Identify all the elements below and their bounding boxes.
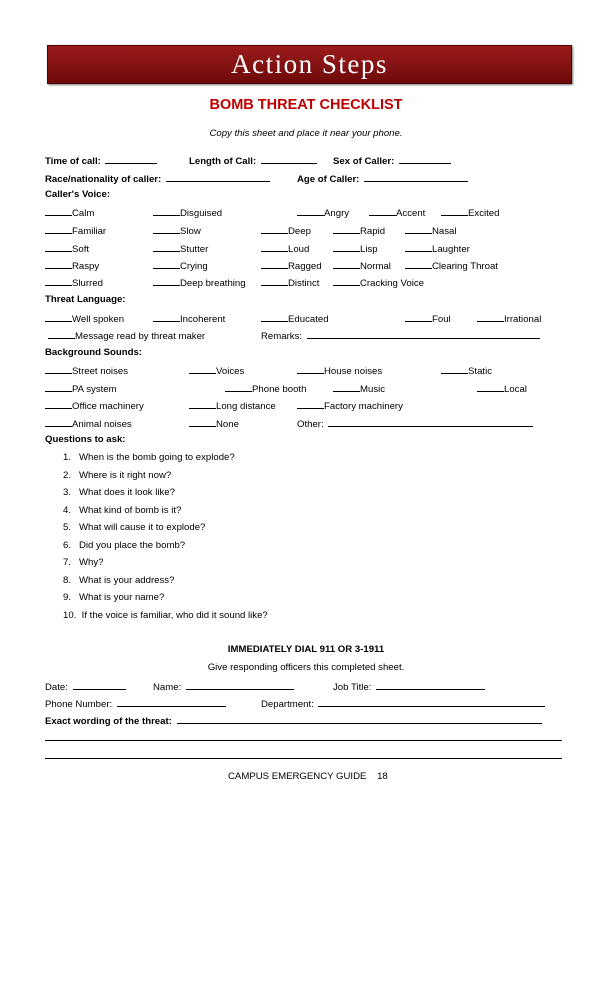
- threat-line-1[interactable]: [45, 740, 562, 741]
- department-label: Department:: [261, 699, 314, 710]
- option-label: Deep breathing: [180, 278, 246, 289]
- department-field[interactable]: [261, 697, 545, 710]
- age-label: Age of Caller:: [297, 174, 360, 185]
- sounds-option[interactable]: [45, 382, 117, 395]
- voice-option[interactable]: [45, 276, 103, 289]
- checkbox-blank[interactable]: [45, 312, 72, 322]
- give-instruction: Give responding officers this completed sheet.: [207, 662, 405, 673]
- option-label: Ragged: [288, 261, 322, 272]
- checkbox-blank[interactable]: [189, 399, 216, 409]
- option-label: Disguised: [180, 208, 223, 219]
- language-option[interactable]: [477, 312, 541, 325]
- phone-field[interactable]: [45, 697, 226, 710]
- option-label: Deep: [288, 226, 311, 237]
- sounds-option[interactable]: [189, 364, 244, 377]
- voice-option[interactable]: [261, 242, 309, 255]
- option-label: None: [216, 419, 239, 430]
- language-option[interactable]: [261, 312, 329, 325]
- age-field[interactable]: [297, 172, 468, 185]
- voice-option[interactable]: [405, 242, 470, 255]
- checkbox-blank[interactable]: [153, 206, 180, 216]
- checkbox-blank[interactable]: [405, 242, 432, 252]
- checkbox-blank[interactable]: [261, 242, 288, 252]
- sounds-option[interactable]: [225, 382, 306, 395]
- remarks-label: Remarks:: [261, 331, 303, 342]
- language-option[interactable]: [405, 312, 451, 325]
- threat-wording-blank[interactable]: [177, 714, 542, 724]
- option-label: Angry: [324, 208, 350, 219]
- threat-wording-field[interactable]: [45, 714, 542, 727]
- option-label: Irrational: [504, 314, 542, 325]
- voice-option[interactable]: [261, 259, 322, 272]
- option-label: House noises: [324, 366, 383, 377]
- option-label: Slow: [180, 226, 201, 237]
- checkbox-blank[interactable]: [405, 312, 432, 322]
- option-label: Laughter: [432, 244, 470, 255]
- sounds-option[interactable]: [297, 364, 382, 377]
- instruction-text: Copy this sheet and place it near your phone.: [209, 128, 403, 139]
- checkbox-blank[interactable]: [45, 206, 72, 216]
- voice-option[interactable]: [333, 224, 385, 237]
- phone-blank[interactable]: [117, 697, 226, 707]
- checkbox-blank[interactable]: [45, 259, 72, 269]
- option-label: PA system: [72, 384, 117, 395]
- remarks-field[interactable]: [261, 329, 540, 342]
- checkbox-blank[interactable]: [477, 312, 504, 322]
- job-title-label: Job Title:: [333, 682, 372, 693]
- voice-option[interactable]: [45, 259, 99, 272]
- length-of-call-field[interactable]: [189, 154, 317, 167]
- option-label: Lisp: [360, 244, 378, 255]
- option-label: Foul: [432, 314, 451, 325]
- checkbox-blank[interactable]: [45, 276, 72, 286]
- length-of-call-blank[interactable]: [261, 154, 317, 164]
- length-of-call-label: Length of Call:: [189, 156, 257, 167]
- checkbox-blank[interactable]: [45, 417, 72, 427]
- page-footer: [228, 771, 388, 782]
- page-number: 18: [377, 771, 388, 782]
- option-label: Stutter: [180, 244, 209, 255]
- language-option[interactable]: [153, 312, 225, 325]
- option-label: Educated: [288, 314, 329, 325]
- threat-wording-label: Exact wording of the threat:: [45, 716, 172, 727]
- checkbox-blank[interactable]: [405, 224, 432, 234]
- questions-heading: Questions to ask:: [45, 434, 126, 445]
- time-of-call-blank[interactable]: [105, 154, 157, 164]
- checkbox-blank[interactable]: [297, 364, 324, 374]
- checkbox-blank[interactable]: [333, 242, 360, 252]
- voice-option[interactable]: [45, 206, 94, 219]
- checkbox-blank[interactable]: [297, 206, 324, 216]
- voice-option[interactable]: [333, 259, 391, 272]
- option-label: Well spoken: [72, 314, 125, 325]
- voice-option[interactable]: [153, 242, 208, 255]
- remarks-blank[interactable]: [307, 329, 540, 339]
- voice-option[interactable]: [333, 276, 424, 289]
- date-label: Date:: [45, 682, 68, 693]
- question-item: 3. What does it look like?: [63, 487, 175, 498]
- sounds-option[interactable]: [45, 399, 144, 412]
- checkbox-blank[interactable]: [153, 242, 180, 252]
- checkbox-blank[interactable]: [225, 382, 252, 392]
- option-label: Excited: [468, 208, 500, 219]
- race-blank[interactable]: [166, 172, 270, 182]
- voice-option[interactable]: [405, 224, 457, 237]
- other-blank[interactable]: [328, 417, 533, 427]
- voice-option[interactable]: [405, 259, 498, 272]
- question-item: 10. If the voice is familiar, who did it sound like?: [63, 609, 268, 621]
- banner-title: Action Steps: [231, 49, 388, 79]
- voice-option[interactable]: [153, 206, 222, 219]
- voice-option[interactable]: [333, 242, 378, 255]
- option-label: Clearing Throat: [432, 261, 498, 272]
- option-label: Factory machinery: [324, 401, 403, 412]
- voice-option[interactable]: [297, 206, 349, 219]
- sounds-option[interactable]: [297, 399, 403, 412]
- sex-of-caller-label: Sex of Caller:: [333, 156, 395, 167]
- option-label: Rapid: [360, 226, 386, 237]
- checkbox-blank[interactable]: [261, 224, 288, 234]
- checkbox-blank[interactable]: [405, 259, 432, 269]
- checkbox-blank[interactable]: [333, 276, 360, 286]
- checkbox-blank[interactable]: [153, 276, 180, 286]
- checkbox-blank[interactable]: [261, 276, 288, 286]
- sounds-heading: Background Sounds:: [45, 347, 143, 358]
- footer-text: CAMPUS EMERGENCY GUIDE: [228, 771, 367, 782]
- question-item: 6. Did you place the bomb?: [63, 539, 186, 551]
- checkbox-blank[interactable]: [261, 259, 288, 269]
- sounds-option[interactable]: [45, 417, 132, 430]
- section-banner: [47, 45, 572, 84]
- checkbox-blank[interactable]: [441, 364, 468, 374]
- option-label: Accent: [396, 208, 426, 219]
- department-blank[interactable]: [318, 697, 545, 707]
- voice-option[interactable]: [45, 224, 106, 237]
- question-item: 2. Where is it right now?: [63, 469, 172, 481]
- option-label: Message read by threat maker: [75, 331, 206, 342]
- checkbox-blank[interactable]: [189, 364, 216, 374]
- threat-line-2[interactable]: [45, 758, 562, 759]
- race-label: Race/nationality of caller:: [45, 174, 162, 185]
- language-option[interactable]: [45, 312, 124, 325]
- other-field[interactable]: [297, 417, 533, 430]
- sex-of-caller-field[interactable]: [333, 154, 451, 167]
- checkbox-blank[interactable]: [45, 364, 72, 374]
- checkbox-blank[interactable]: [45, 242, 72, 252]
- checkbox-blank[interactable]: [153, 312, 180, 322]
- name-label: Name:: [153, 682, 182, 693]
- voice-heading: Caller's Voice:: [45, 189, 111, 200]
- option-label: Animal noises: [72, 419, 132, 430]
- other-label: Other:: [297, 419, 324, 430]
- voice-option[interactable]: [153, 276, 246, 289]
- question-item: 7. Why?: [63, 557, 104, 568]
- option-label: Office machinery: [72, 401, 144, 412]
- checkbox-blank[interactable]: [333, 259, 360, 269]
- voice-option[interactable]: [261, 224, 311, 237]
- time-of-call-field[interactable]: [45, 154, 157, 167]
- checkbox-blank[interactable]: [48, 329, 75, 339]
- option-label: Phone booth: [252, 384, 307, 395]
- phone-label: Phone Number:: [45, 699, 113, 710]
- option-label: Music: [360, 384, 386, 395]
- checkbox-blank[interactable]: [261, 312, 288, 322]
- option-label: Nasal: [432, 226, 457, 237]
- checkbox-blank[interactable]: [297, 399, 324, 409]
- question-item: 8. What is your address?: [63, 574, 175, 586]
- name-blank[interactable]: [186, 680, 294, 690]
- option-label: Long distance: [216, 401, 276, 412]
- sounds-option[interactable]: [189, 399, 276, 412]
- voice-option[interactable]: [369, 206, 425, 219]
- option-label: Familiar: [72, 226, 107, 237]
- language-heading: Threat Language:: [45, 294, 126, 305]
- question-item: 5. What will cause it to explode?: [63, 522, 206, 533]
- option-label: Loud: [288, 244, 310, 255]
- question-item: 4. What kind of bomb is it?: [63, 504, 182, 516]
- checkbox-blank[interactable]: [333, 382, 360, 392]
- checkbox-blank[interactable]: [441, 206, 468, 216]
- option-label: Soft: [72, 244, 90, 255]
- checkbox-blank[interactable]: [153, 259, 180, 269]
- option-label: Street noises: [72, 366, 128, 377]
- checklist-title: BOMB THREAT CHECKLIST: [209, 97, 403, 113]
- option-label: Normal: [360, 261, 391, 272]
- sex-of-caller-blank[interactable]: [399, 154, 451, 164]
- question-item: 1. When is the bomb going to explode?: [63, 452, 235, 463]
- voice-option[interactable]: [153, 259, 208, 272]
- checkbox-blank[interactable]: [333, 224, 360, 234]
- sounds-option[interactable]: [189, 417, 239, 430]
- option-label: Static: [468, 366, 492, 377]
- option-label: Crying: [180, 261, 208, 272]
- option-label: Slurred: [72, 278, 103, 289]
- voice-option[interactable]: [441, 206, 499, 219]
- checkbox-blank[interactable]: [45, 399, 72, 409]
- language-option[interactable]: [48, 329, 205, 342]
- job-title-blank[interactable]: [376, 680, 485, 690]
- option-label: Incoherent: [180, 314, 226, 325]
- date-field[interactable]: [45, 680, 126, 693]
- question-item: 9. What is your name?: [63, 592, 165, 603]
- voice-option[interactable]: [153, 224, 201, 237]
- checkbox-blank[interactable]: [189, 417, 216, 427]
- race-field[interactable]: [45, 172, 270, 185]
- sounds-option[interactable]: [45, 364, 128, 377]
- checkbox-blank[interactable]: [45, 224, 72, 234]
- age-blank[interactable]: [364, 172, 468, 182]
- option-label: Distinct: [288, 278, 320, 289]
- checkbox-blank[interactable]: [477, 382, 504, 392]
- option-label: Voices: [216, 366, 245, 377]
- job-title-field[interactable]: [333, 680, 485, 693]
- sounds-option[interactable]: [441, 364, 492, 377]
- option-label: Local: [504, 384, 527, 395]
- sounds-option[interactable]: [333, 382, 385, 395]
- name-field[interactable]: [153, 680, 294, 693]
- checkbox-blank[interactable]: [153, 224, 180, 234]
- sounds-option[interactable]: [477, 382, 527, 395]
- voice-option[interactable]: [261, 276, 319, 289]
- date-blank[interactable]: [73, 680, 126, 690]
- time-of-call-label: Time of call:: [45, 156, 101, 167]
- checkbox-blank[interactable]: [45, 382, 72, 392]
- option-label: Calm: [72, 208, 95, 219]
- option-label: Cracking Voice: [360, 278, 424, 289]
- option-label: Raspy: [72, 261, 100, 272]
- voice-option[interactable]: [45, 242, 89, 255]
- checkbox-blank[interactable]: [369, 206, 396, 216]
- dial-instruction: IMMEDIATELY DIAL 911 OR 3-1911: [227, 644, 385, 655]
